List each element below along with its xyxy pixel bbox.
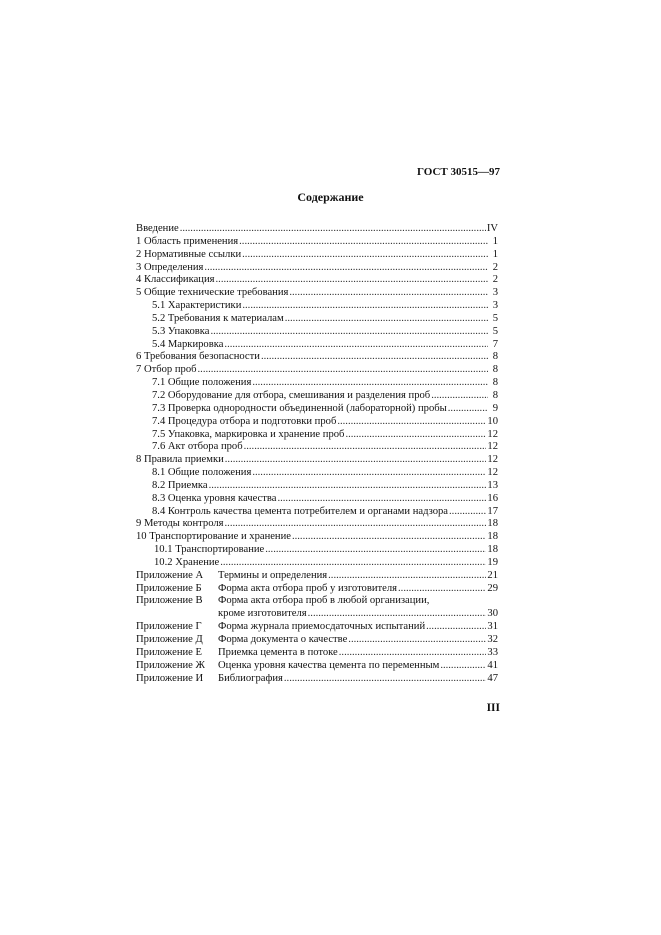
dot-leader (242, 249, 488, 262)
dot-leader (209, 480, 487, 493)
appendix-page: 29 (487, 582, 498, 594)
appendix-title: Форма документа о качестве (218, 634, 348, 645)
toc-entry-title: 7.4 Процедура отбора и подготовки проб (152, 415, 337, 427)
dot-leader (225, 454, 487, 467)
dot-leader (449, 506, 486, 519)
toc-entry-page: 3 (492, 287, 498, 299)
dot-leader (345, 429, 486, 442)
toc-entry-page: IV (486, 223, 498, 234)
toc-entry-page: 13 (487, 479, 498, 491)
toc-entry-page: 2 (492, 261, 498, 273)
toc-entry-title: 4 Классификация (136, 274, 215, 286)
toc-entry-page: 17 (487, 505, 498, 517)
toc-entry (136, 300, 498, 313)
document-code: ГОСТ 30515—97 (417, 166, 500, 178)
dot-leader (448, 403, 488, 416)
toc-entry (136, 454, 498, 467)
toc-entry-page: 1 (492, 248, 498, 260)
toc-entry (136, 518, 498, 531)
appendix-entry (136, 595, 498, 608)
dot-leader (328, 570, 486, 583)
toc-entry (136, 493, 498, 506)
toc-entry-page: 7 (492, 338, 498, 350)
appendix-title: Форма акта отбора проб в любой организации, (218, 595, 430, 607)
toc-entry (136, 557, 498, 570)
toc-entry-title: 5 Общие технические требования (136, 287, 289, 299)
appendix-label: Приложение В (136, 595, 203, 607)
toc-entry-title: 9 Методы контроля (136, 518, 224, 530)
appendix-page: 32 (487, 634, 498, 645)
toc-entry-page: 12 (487, 441, 498, 453)
toc-entry-page: 18 (487, 544, 498, 556)
dot-leader (285, 313, 488, 326)
toc-entry-title: 8 Правила приемки (136, 454, 224, 466)
toc-entry (136, 326, 498, 339)
toc-entry-page: 18 (487, 531, 498, 543)
toc-entry-title: 5.4 Маркировка (152, 338, 224, 350)
appendix-title: Приемка цемента в потоке (218, 646, 338, 658)
toc-entry-page: 8 (492, 377, 498, 389)
toc-entry (136, 429, 498, 442)
toc-entry-page: 8 (492, 364, 498, 376)
appendix-label: Приложение Ж (136, 659, 205, 671)
appendix-entry (136, 608, 498, 621)
dot-leader (284, 673, 487, 686)
dot-leader (277, 493, 486, 506)
dot-leader (242, 300, 488, 313)
toc-entry-page: 9 (492, 402, 498, 414)
appendix-label: Приложение А (136, 569, 204, 581)
dot-leader (252, 377, 488, 390)
dot-leader (265, 544, 486, 557)
toc-entry (136, 287, 498, 300)
appendix-label: Приложение Д (136, 634, 203, 645)
appendix-title: кроме изготовителя (218, 608, 307, 620)
toc-entry-page: 12 (487, 467, 498, 479)
toc-entry (136, 441, 498, 454)
dot-leader (210, 326, 488, 339)
dot-leader (204, 262, 488, 275)
toc-entry-title: Введение (136, 223, 179, 234)
toc-entry-title: 1 Область применения (136, 235, 239, 247)
toc-entry-page: 5 (492, 325, 498, 337)
toc-entry-title: 5.3 Упаковка (152, 325, 210, 337)
toc-entry-page: 12 (487, 454, 498, 466)
toc-entry-title: 10.2 Хранение (154, 556, 220, 568)
toc-entry (136, 249, 498, 262)
dot-leader (440, 660, 486, 673)
dot-leader (431, 390, 488, 403)
toc-entry (136, 544, 498, 557)
appendix-page: 31 (487, 621, 498, 633)
toc-entry (136, 531, 498, 544)
dot-leader (426, 621, 486, 634)
appendix-entry (136, 673, 498, 686)
appendix-entry (136, 634, 498, 647)
toc-entry (136, 467, 498, 480)
toc-entry (136, 364, 498, 377)
toc-entry (136, 351, 498, 364)
toc-entry-title: 3 Определения (136, 261, 204, 273)
dot-leader (348, 634, 486, 647)
dot-leader (220, 557, 486, 570)
appendix-title: Форма журнала приемосдаточных испытаний (218, 621, 426, 633)
appendix-label: Приложение И (136, 672, 204, 684)
toc-entry-title: 5.1 Характеристики (152, 300, 242, 312)
page-number: III (486, 702, 500, 714)
appendix-label: Приложение Б (136, 582, 202, 594)
toc-entry-page: 1 (492, 235, 498, 247)
dot-leader (308, 608, 487, 621)
toc-entry-title: 7.5 Упаковка, маркировка и хранение проб (152, 428, 345, 440)
appendix-entry (136, 647, 498, 660)
dot-leader (244, 441, 487, 454)
appendix-title: Термины и определения (218, 569, 328, 581)
appendix-entry (136, 583, 498, 596)
appendix-label: Приложение Е (136, 646, 202, 658)
dot-leader (239, 236, 488, 249)
toc-entry-page: 3 (492, 300, 498, 312)
appendix-label: Приложение Г (136, 621, 202, 633)
toc-entry (136, 274, 498, 287)
appendix-page: 41 (487, 659, 498, 671)
toc-entry (136, 506, 498, 519)
toc-entry (136, 416, 498, 429)
dot-leader (289, 287, 488, 300)
toc-entry-title: 7.2 Оборудование для отбора, смешивания и разделения проб (152, 389, 431, 401)
toc-entry (136, 480, 498, 493)
toc-entry-title: 7.6 Акт отбора проб (152, 441, 243, 453)
toc-entry-page: 18 (487, 518, 498, 530)
appendix-title: Форма акта отбора проб у изготовителя (218, 582, 398, 594)
dot-leader (225, 518, 487, 531)
appendix-page: 30 (487, 608, 498, 620)
toc-entry-title: 10.1 Транспортирование (154, 544, 265, 556)
toc-entry (136, 262, 498, 275)
toc-entry-title: 5.2 Требования к материалам (152, 312, 284, 324)
toc-entry-title: 8.4 Контроль качества цемента потребителем и органами надзора (152, 505, 449, 517)
dot-leader (252, 467, 486, 480)
toc-entry-page: 5 (492, 312, 498, 324)
toc-entry (136, 339, 498, 352)
appendix-entry (136, 570, 498, 583)
page-title: Содержание (297, 190, 364, 204)
dot-leader (198, 364, 488, 377)
appendix-title: Библиография (218, 672, 283, 684)
toc-entry-page: 8 (492, 351, 498, 363)
toc-entry-title: 6 Требования безопасности (136, 351, 260, 363)
toc-entry-title: 8.3 Оценка уровня качества (152, 492, 277, 504)
toc-entry-title: 2 Нормативные ссылки (136, 248, 242, 260)
toc-entry-page: 10 (487, 415, 498, 427)
toc-entry-page: 16 (487, 492, 498, 504)
dot-leader (339, 647, 487, 660)
toc-entry-page: 8 (492, 389, 498, 401)
dot-leader (216, 274, 488, 287)
toc-entry-page: 12 (487, 428, 498, 440)
toc-entry-title: 8.2 Приемка (152, 479, 208, 491)
appendix-entry (136, 621, 498, 634)
toc-entry-page: 19 (487, 556, 498, 568)
appendix-entry (136, 660, 498, 673)
toc-entry (136, 390, 498, 403)
toc-entry (136, 313, 498, 326)
appendix-page: 21 (487, 569, 498, 581)
appendix-page: 33 (487, 646, 498, 658)
dot-leader (180, 223, 486, 236)
dot-leader (261, 351, 488, 364)
toc-entry (136, 403, 498, 416)
appendix-title: Оценка уровня качества цемента по переменным (218, 659, 440, 671)
toc-entry-title: 7.1 Общие положения (152, 377, 252, 389)
toc-entry (136, 377, 498, 390)
dot-leader (292, 531, 486, 544)
toc-entry (136, 236, 498, 249)
dot-leader (224, 339, 488, 352)
toc-entry (136, 223, 498, 236)
dot-leader (337, 416, 486, 429)
dot-leader (398, 583, 486, 596)
table-of-contents (136, 223, 498, 685)
toc-entry-title: 8.1 Общие положения (152, 467, 252, 479)
toc-entry-title: 10 Транспортирование и хранение (136, 531, 291, 543)
toc-entry-title: 7.3 Проверка однородности объединенной (лабораторной) пробы (152, 402, 447, 414)
toc-entry-title: 7 Отбор проб (136, 364, 197, 376)
appendix-page: 47 (487, 672, 498, 684)
toc-entry-page: 2 (492, 274, 498, 286)
